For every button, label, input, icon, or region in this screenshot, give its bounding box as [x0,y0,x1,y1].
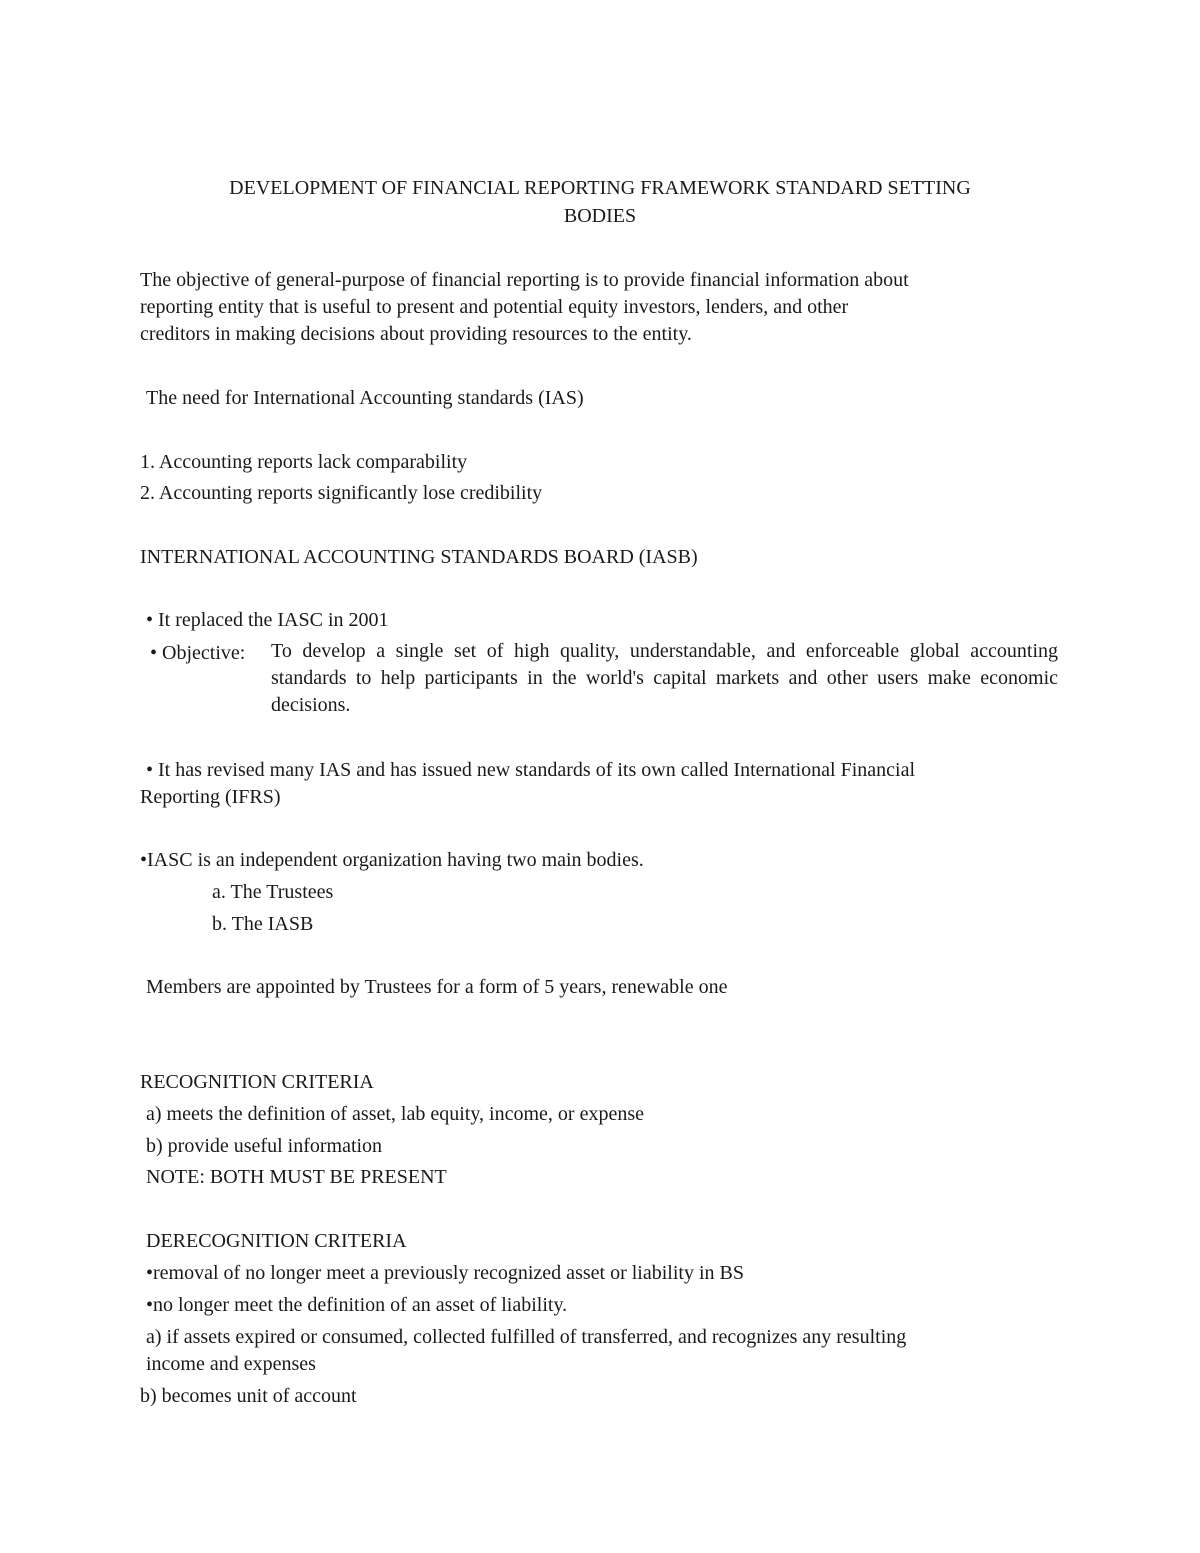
need-item-2: 2. Accounting reports significantly lose credibility [140,482,543,504]
recognition-heading: RECOGNITION CRITERIA [140,1071,374,1093]
need-item-1: 1. Accounting reports lack comparability [140,451,468,473]
objective-line-2: reporting entity that is useful to present and potential equity investors, lenders, and other [140,296,849,318]
objective-line-1: The objective of general-purpose of financial reporting is to provide financial information about [140,269,909,291]
objective-line-3: creditors in making decisions about providing resources to the entity. [140,323,692,345]
iasb-heading: INTERNATIONAL ACCOUNTING STANDARDS BOARD (IASB) [140,546,698,568]
iasc-line: •IASC is an independent organization having two main bodies. [140,849,644,871]
derecognition-item-a-line-1: a) if assets expired or consumed, collected fulfilled of transferred, and recognizes any resulting [146,1326,907,1348]
recognition-item-b: b) provide useful information [146,1135,383,1157]
recognition-item-a: a) meets the definition of asset, lab equity, income, or expense [146,1103,644,1125]
derecognition-item-a-line-2: income and expenses [146,1353,316,1375]
derecognition-bullet-2: •no longer meet the definition of an asset of liability. [146,1294,568,1316]
iasb-bullet-replaced: • It replaced the IASC in 2001 [146,609,389,631]
iasb-objective-text: To develop a single set of high quality, understandable, and enforceable global accounting standards to help participants in the world's capital markets and other users make economic decisions. [271,640,1058,716]
iasb-objective-label: • Objective: [150,642,246,664]
recognition-note: NOTE: BOTH MUST BE PRESENT [146,1166,447,1188]
doc-title-line-1: DEVELOPMENT OF FINANCIAL REPORTING FRAMEWORK STANDARD SETTING [229,177,971,199]
derecognition-heading: DERECOGNITION CRITERIA [146,1230,407,1252]
iasc-body-iasb: b. The IASB [212,913,314,935]
iasb-revised-line-2: Reporting (IFRS) [140,786,281,808]
members-line: Members are appointed by Trustees for a form of 5 years, renewable one [146,976,728,998]
iasb-revised-line-1: • It has revised many IAS and has issued new standards of its own called International Financial [146,759,916,781]
doc-title-line-2: BODIES [563,205,637,227]
iasc-body-trustees: a. The Trustees [212,881,334,903]
need-heading: The need for International Accounting standards (IAS) [146,387,584,409]
derecognition-bullet-1: •removal of no longer meet a previously recognized asset or liability in BS [146,1262,744,1284]
derecognition-item-b: b) becomes unit of account [140,1385,357,1407]
